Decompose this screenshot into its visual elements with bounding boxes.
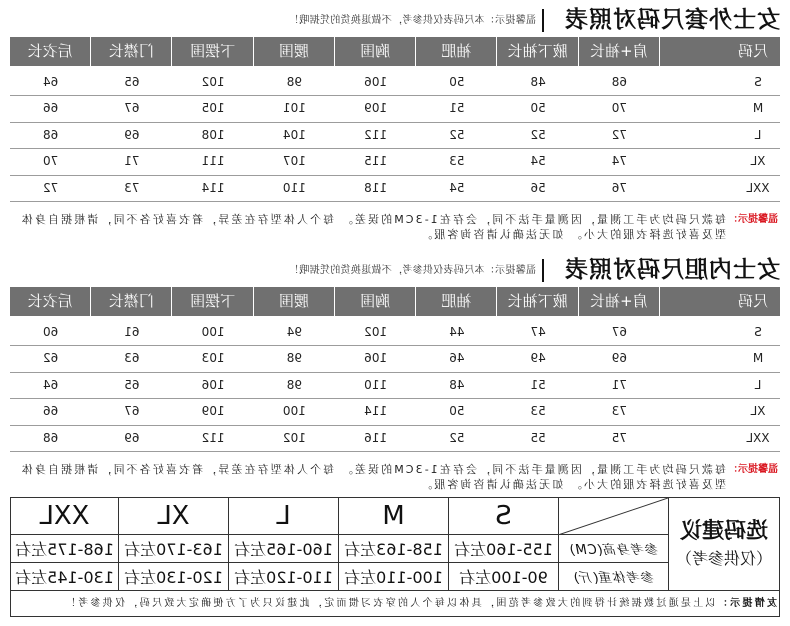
size-column-header: XXL	[11, 498, 119, 535]
recommendation-footnote	[11, 591, 779, 616]
tip-label: 温馨提示：	[728, 214, 778, 225]
value-cell: 110	[282, 180, 306, 195]
notice-text: 温馨提示：本尺码表仅供参考，不做退换货的凭据哦！	[288, 15, 536, 26]
value-cell: 111	[201, 154, 225, 169]
value-cell: 108	[201, 127, 225, 142]
value-cell: 63	[124, 351, 140, 366]
value-cell: 64	[42, 377, 59, 392]
footnote-label: 友情提示：	[715, 598, 777, 609]
value-cell: 98	[286, 75, 303, 89]
measurement-tip	[8, 212, 778, 246]
size-label: L	[754, 127, 762, 142]
value-cell: 118	[364, 180, 388, 195]
size-cell	[660, 399, 780, 424]
value-cell: 53	[449, 154, 465, 169]
value-cell: 60	[42, 325, 59, 339]
height-label-cell: 参考身高(CM)	[559, 535, 669, 563]
header-cell: 尺码	[737, 42, 768, 60]
value-cell: 46	[449, 351, 465, 366]
header-cell: 袖肥	[416, 287, 497, 316]
value-cell: 68	[611, 75, 628, 89]
value-cell: 98	[286, 351, 303, 366]
header-cell: 肩+袖长	[579, 287, 660, 316]
size-label: XXL	[746, 180, 770, 195]
value-cell: 52	[530, 127, 546, 142]
size-cell	[660, 426, 780, 451]
value-cell: 109	[364, 101, 388, 116]
tip-label: 温馨提示：	[728, 464, 778, 475]
value-cell: 71	[124, 154, 140, 169]
recommendation-label	[669, 498, 779, 591]
value-cell: 98	[286, 377, 303, 392]
tip-text: 每款尺码均为手工测量，因测量手法不同，会存在1-3CM的误差。 每个人体型存在差异，着衣喜好各不同，请根据自身体型及喜好选择衣服的大小。 如无法确认请咨询客服。	[19, 463, 726, 491]
value-cell: 44	[449, 325, 465, 339]
value-cell: 65	[124, 75, 140, 89]
size-label: XL	[750, 154, 766, 169]
table-body	[10, 320, 780, 452]
value-cell: 69	[124, 127, 140, 142]
size-recommendation	[10, 497, 780, 617]
value-cell: 71	[611, 377, 628, 392]
height-range-cell: 163-170左右	[119, 535, 229, 563]
value-cell: 48	[530, 75, 546, 89]
header-cell: 腋下袖长	[498, 287, 579, 316]
tip-text: 每款尺码均为手工测量，因测量手法不同，会存在1-3CM的误差。 每个人体型存在差异，着衣喜好各不同，请根据自身体型及喜好选择衣服的大小。 如无法确认请咨询客服。	[19, 213, 726, 241]
size-cell	[660, 176, 780, 201]
size-cell	[660, 373, 780, 398]
section-title: 女士内胆尺码对照表	[564, 257, 780, 283]
weight-range-cell: 110-120左右	[229, 563, 339, 591]
table-row	[10, 123, 780, 149]
size-label: XXL	[746, 430, 770, 445]
header-cell: 下摆围	[173, 287, 254, 316]
size-label: L	[754, 377, 762, 392]
value-cell: 105	[201, 101, 225, 116]
size-label: M	[752, 351, 764, 366]
size-label: S	[754, 75, 762, 89]
value-cell: 101	[282, 101, 306, 116]
value-cell: 67	[611, 325, 628, 339]
weight-range-cell: 100-110左右	[339, 563, 449, 591]
value-cell: 54	[449, 180, 465, 195]
size-cell	[660, 320, 780, 345]
weight-range-cell: 120-130左右	[119, 563, 229, 591]
table-row	[10, 399, 780, 425]
value-cell: 51	[530, 377, 546, 392]
value-cell: 104	[282, 127, 306, 142]
diagonal-divider	[559, 498, 668, 535]
section-title: 女士外套尺码对照表	[564, 7, 780, 33]
table-row	[10, 373, 780, 399]
measurement-tip	[8, 462, 778, 496]
value-cell: 62	[42, 351, 59, 366]
value-cell: 75	[611, 430, 628, 445]
value-cell: 106	[201, 377, 225, 392]
value-cell: 56	[530, 180, 546, 195]
value-cell: 112	[364, 127, 388, 142]
value-cell: 66	[42, 404, 59, 419]
header-cell: 腰围	[254, 287, 335, 316]
header-cell: 后衣长	[10, 287, 91, 316]
title-divider	[542, 9, 544, 32]
value-cell: 74	[611, 154, 628, 169]
value-cell: 50	[449, 75, 465, 89]
table-header	[10, 287, 780, 316]
value-cell: 53	[530, 404, 546, 419]
recommendation-title: 选码建议	[680, 519, 769, 544]
size-cell	[660, 70, 780, 95]
value-cell: 73	[611, 404, 628, 419]
value-cell: 102	[364, 325, 388, 339]
value-cell: 70	[42, 154, 59, 169]
value-cell: 72	[42, 180, 59, 195]
table-row	[10, 149, 780, 175]
weight-range-cell: 90-100左右	[449, 563, 559, 591]
value-cell: 109	[201, 404, 225, 419]
value-cell: 48	[449, 377, 465, 392]
diagonal-line	[559, 498, 668, 535]
height-range-cell: 168-175左右	[11, 535, 119, 563]
value-cell: 73	[124, 180, 140, 195]
size-cell	[660, 96, 780, 121]
value-cell: 64	[42, 75, 59, 89]
value-cell: 69	[124, 430, 140, 445]
value-cell: 116	[364, 430, 388, 445]
table-row	[10, 96, 780, 122]
table-header	[10, 37, 780, 66]
footnote-text: 以上是通过数据统计得到的大致参考范围，具体以每个人的穿衣习惯而定，此建议只为了方便确定大致尺码，仅供参考！	[63, 598, 716, 609]
value-cell: 112	[201, 430, 225, 445]
header-cell: 下摆围	[173, 37, 254, 66]
table-row	[10, 70, 780, 96]
header-cell: 尺码	[737, 292, 768, 310]
table-row	[10, 346, 780, 372]
value-cell: 100	[201, 325, 225, 339]
value-cell: 110	[364, 377, 388, 392]
height-range-cell: 158-163左右	[339, 535, 449, 563]
value-cell: 49	[530, 351, 546, 366]
size-cell	[660, 123, 780, 148]
liner-size-section	[0, 250, 790, 500]
height-range-cell: 160-165左右	[229, 535, 339, 563]
size-cell	[660, 346, 780, 371]
header-cell: 腋下袖长	[498, 37, 579, 66]
height-range-cell: 155-160左右	[449, 535, 559, 563]
weight-range-cell: 130-145左右	[11, 563, 119, 591]
value-cell: 107	[282, 154, 306, 169]
recommendation-subtitle: （仅供参考）	[676, 549, 773, 568]
size-column-header: S	[449, 498, 559, 535]
notice-text: 温馨提示：本尺码表仅供参考，不做退换货的凭据哦！	[288, 265, 536, 276]
size-column-header: L	[229, 498, 339, 535]
header-cell: 胸围	[335, 287, 416, 316]
header-cell: 腰围	[254, 37, 335, 66]
value-cell: 67	[124, 101, 140, 116]
weight-label-cell: 参考体重(斤)	[559, 563, 669, 591]
table-row	[10, 176, 780, 202]
value-cell: 50	[530, 101, 546, 116]
value-cell: 72	[611, 127, 628, 142]
value-cell: 68	[42, 430, 59, 445]
header-cell: 门襟长	[91, 37, 172, 66]
size-column-header: M	[339, 498, 449, 535]
value-cell: 47	[530, 325, 546, 339]
value-cell: 66	[42, 101, 59, 116]
reference-header-cell	[559, 498, 669, 535]
value-cell: 102	[201, 75, 225, 89]
value-cell: 54	[530, 154, 546, 169]
value-cell: 114	[364, 404, 388, 419]
value-cell: 106	[364, 75, 388, 89]
header-cell: 门襟长	[91, 287, 172, 316]
table-row	[10, 320, 780, 346]
value-cell: 65	[124, 377, 140, 392]
header-cell: 肩+袖长	[579, 37, 660, 66]
header-cell: 胸围	[335, 37, 416, 66]
header-cell: 后衣长	[10, 37, 91, 66]
value-cell: 102	[282, 430, 306, 445]
value-cell: 51	[449, 101, 465, 116]
value-cell: 67	[124, 404, 140, 419]
value-cell: 94	[286, 325, 303, 339]
header-cell: 袖肥	[416, 37, 497, 66]
value-cell: 106	[364, 351, 388, 366]
jacket-size-section	[0, 0, 790, 250]
title-divider	[542, 259, 544, 282]
size-label: M	[752, 101, 764, 116]
value-cell: 115	[364, 154, 388, 169]
value-cell: 68	[42, 127, 59, 142]
value-cell: 76	[611, 180, 628, 195]
value-cell: 100	[282, 404, 306, 419]
value-cell: 103	[201, 351, 225, 366]
value-cell: 55	[530, 430, 546, 445]
size-label: XL	[750, 404, 766, 419]
table-body	[10, 70, 780, 202]
value-cell: 114	[201, 180, 225, 195]
value-cell: 50	[449, 404, 465, 419]
size-column-header: XL	[119, 498, 229, 535]
size-label: S	[754, 325, 762, 339]
table-row	[10, 426, 780, 452]
size-cell	[660, 149, 780, 174]
value-cell: 69	[611, 351, 628, 366]
value-cell: 70	[611, 101, 628, 116]
value-cell: 52	[449, 127, 465, 142]
value-cell: 52	[449, 430, 465, 445]
value-cell: 61	[124, 325, 140, 339]
